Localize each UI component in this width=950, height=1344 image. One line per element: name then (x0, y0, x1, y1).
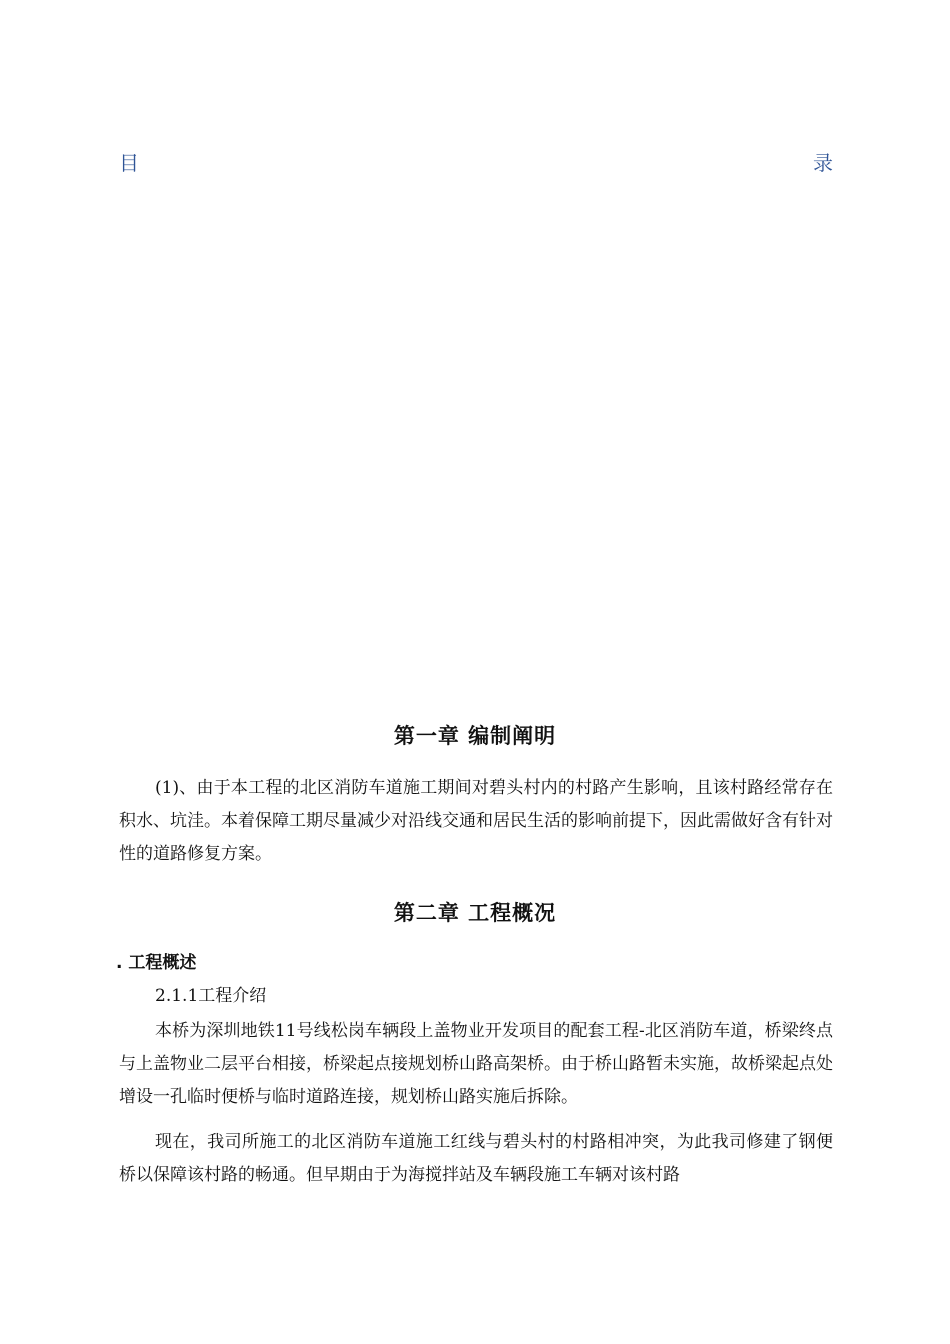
table-of-contents-heading (119, 146, 833, 176)
current-situation-paragraph: 现在，我司所施工的北区消防车道施工红线与碧头村的村路相冲突，为此我司修建了钢便桥以保障该村路的畅通。但早期由于为海搅拌站及车辆段施工车辆对该村路 (119, 1132, 833, 1185)
section-heading-project-overview: . 工程概述 (116, 953, 197, 973)
chapter-2-title: 第二章 工程概况 (393, 901, 557, 925)
chapter-1-title: 第一章 编制阐明 (393, 724, 557, 748)
project-intro-paragraph: 本桥为深圳地铁11号线松岗车辆段上盖物业开发项目的配套工程-北区消防车道，桥梁终点与上盖物业二层平台相接，桥梁起点接规划桥山路高架桥。由于桥山路暂未实施，故桥梁起点处增设一孔临时便桥与临时道路连接，规划桥山路实施后拆除。 (119, 1021, 833, 1107)
chapter-1-paragraph: (1)、由于本工程的北区消防车道施工期间对碧头村内的村路产生影响，且该村路经常存在积水、坑洼。本着保障工期尽量减少对沿线交通和居民生活的影响前提下，因此需做好含有针对性的道路修复方案。 (119, 778, 833, 864)
toc-heading-left-char: 目 (119, 150, 139, 175)
subsection-heading-project-intro: 2.1.1工程介绍 (155, 986, 267, 1006)
toc-heading-right-char: 录 (813, 150, 833, 175)
